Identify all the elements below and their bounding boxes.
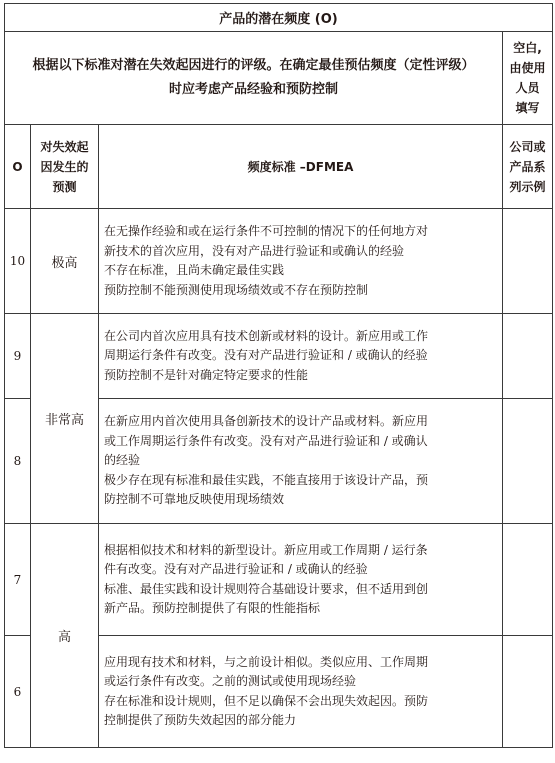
o-rating: 9 — [5, 314, 31, 399]
criteria-text: 根据相似技术和材料的新型设计。新应用或工作周期 / 运行条 件有改变。没有对产品进行验证和 / 或确认的经验 标准、最佳实践和设计规则符合基础设计要求，但不适用到创 新产品。预防控制提供了有限的性能指标 — [99, 524, 503, 636]
description-line: 时应考虑产品经验和预防控制 — [168, 82, 338, 97]
description-line: 根据以下标准对潜在失效起因进行的评级。在确定最佳预估频度（定性评级） — [32, 58, 475, 73]
criteria-text: 在无操作经验和或在运行条件不可控制的情况下的任何地方对 新技术的首次应用，没有对产品进行验证和或确认的经验 不存在标准，且尚未确定最佳实践 预防控制不能预测使用现场绩效或不存在预防控制 — [99, 209, 503, 314]
o-rating: 7 — [5, 524, 31, 636]
table-title: 产品的潜在频度 (O) — [5, 4, 553, 32]
company-example-cell — [503, 524, 553, 636]
criteria-text: 在公司内首次应用具有技术创新或材料的设计。新应用或工作 周期运行条件有改变。没有对产品进行验证和 / 或确认的经验 预防控制不是针对确定特定要求的性能 — [99, 314, 503, 399]
frequency-level: 极高 — [31, 209, 99, 314]
company-example-cell — [503, 314, 553, 399]
company-example-cell — [503, 636, 553, 748]
o-column-header: O — [5, 125, 31, 209]
criteria-description — [5, 32, 503, 125]
frequency-level: 高 — [31, 524, 99, 748]
blank-for-user-header: 空白, 由使用 人员 填写 — [503, 32, 553, 125]
table-row — [5, 209, 553, 314]
o-rating: 10 — [5, 209, 31, 314]
table-row — [5, 524, 553, 636]
company-example-cell — [503, 399, 553, 524]
frequency-criteria-table — [4, 3, 553, 748]
company-example-cell — [503, 209, 553, 314]
criteria-column-header: 频度标准 –DFMEA — [99, 125, 503, 209]
o-rating: 8 — [5, 399, 31, 524]
criteria-text: 应用现有技术和材料，与之前设计相似。类似应用、工作周期 或运行条件有改变。之前的测试或使用现场经验 存在标准和设计规则，但不足以确保不会出现失效起因。预防 控制提供了预防失效起因的部分能力 — [99, 636, 503, 748]
table-row — [5, 314, 553, 399]
criteria-text: 在新应用内首次使用具备创新技术的设计产品或材料。新应用 或工作周期运行条件有改变。没有对产品进行验证和 / 或确认 的经验 极少存在现有标准和最佳实践，不能直接用于该设计产品，预 防控制不可靠地反映使用现场绩效 — [99, 399, 503, 524]
frequency-level: 非常高 — [31, 314, 99, 524]
company-example-column-header: 公司或 产品系 列示例 — [503, 125, 553, 209]
o-rating: 6 — [5, 636, 31, 748]
prediction-column-header: 对失效起 因发生的 预测 — [31, 125, 99, 209]
